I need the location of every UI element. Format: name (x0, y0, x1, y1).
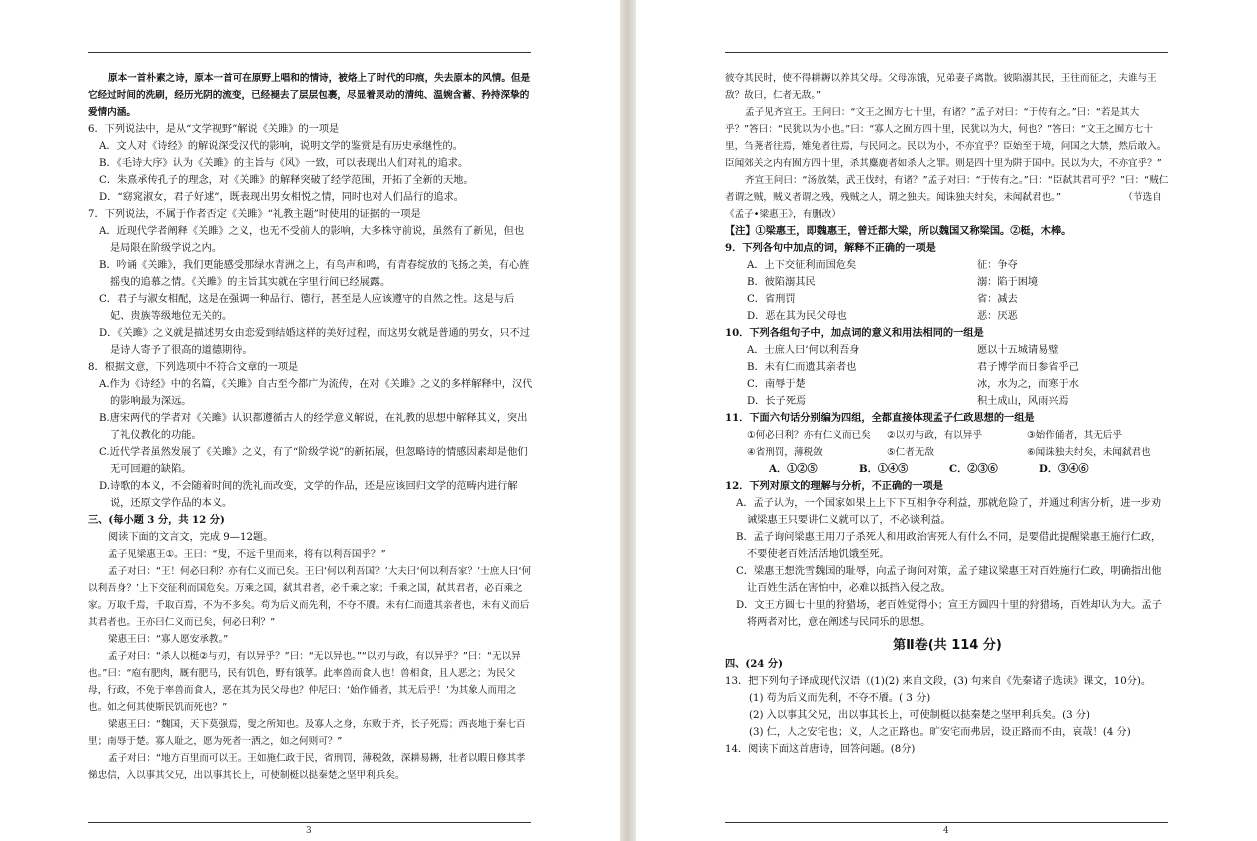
question-11-items (725, 427, 1170, 461)
text-line: B.唐宋两代的学者对《关雎》认识都遵循古人的经学意义解说，在礼教的思想中解释其义，突出了礼仪教化的功能。 (99, 413, 528, 441)
text-line: 梁惠王曰：“魏国，天下莫强焉，叟之所知也。及寡人之身，东败于齐，长子死焉；西丧地于秦七百里；南辱于楚。寡人耻之，愿为死者一洒之，如之何则可？” (88, 719, 526, 747)
text-line: C．朱熹承传孔子的理念，对《关雎》的解释突破了经学范围，开拓了全新的天地。 (99, 175, 474, 186)
item: ②以刃与政，有以异乎 (887, 430, 982, 441)
option-left: A．上下交征利而国危矣 (747, 260, 857, 271)
text-line: 三、(每小题 3 分，共 12 分) (88, 514, 225, 526)
item: ①何必曰利？亦有仁义而已矣 (747, 430, 871, 441)
option-row (725, 342, 1170, 359)
option-right: 冰，水为之，而寒于水 (977, 379, 1079, 390)
text-line: 齐宣王问曰：“汤放桀，武王伐纣，有诸？”孟子对曰：“于传有之。”曰：“臣弑其君可乎？”曰：“贼仁者谓之贼，贼义者谓之残，残贼之人，谓之独夫。闻诛独夫纣矣，未闻弑君也。” （节选自《孟子•梁惠王》，有删改） (725, 175, 1169, 220)
page-3 (0, 0, 620, 841)
text-line: D．“窈窕淑女，君子好逑”，既表现出男女相悦之情，同时也对人们品行的追求。 (99, 192, 464, 203)
text-line: D.诗歌的本义，不会随着时间的洗礼而改变，文学的作品，还是应该回归文学的范畴内进行解说，还原文学作品的本义。 (99, 481, 518, 509)
option-right: 愿以十五城请易璧 (977, 345, 1059, 356)
option-left: A．士庶人曰‘何以利吾身 (747, 345, 860, 356)
choice: B．①④⑤ (859, 463, 909, 475)
text-line: 彼夺其民时，使不得耕耨以养其父母。父母冻饿，兄弟妻子离散。彼陷溺其民，王往而征之，夫谁与王敌？故曰，仁者无敌。” (725, 73, 1157, 101)
text-line: 【注】①梁惠王，即魏惠王，曾迁都大梁，所以魏国又称梁国。②梃，木棒。 (725, 225, 1072, 237)
option-right: 积土成山，风雨兴焉 (977, 396, 1069, 407)
page-number: 3 (306, 826, 312, 836)
right-page-text (725, 70, 1170, 758)
option-left: D．长子死焉 (747, 396, 807, 407)
sentence-item: (1) 苟为后义而先利，不夺不餍。( 3 分) (749, 693, 931, 704)
option-row (725, 291, 1170, 308)
choice: A．①②⑤ (769, 463, 818, 475)
option-right: 恶：厌恶 (977, 311, 1018, 322)
option: D．文王方圆七十里的狩猎场，老百姓觉得小；宣王方圆四十里的狩猎场，百姓却认为大。孟子将两者对比，意在阐述与民同乐的思想。 (736, 600, 1162, 628)
text-line: 原本一首朴素之诗，原本一首可在原野上唱和的情诗，被烙上了时代的印痕，失去原本的风情。但是它经过时间的洗刷，经历光阴的流变，已经褪去了层层包裹，尽显着灵动的清纯、温婉含蓄、矜持深挚的爱情内涵。 (88, 73, 531, 118)
question-10-options (725, 342, 1170, 410)
text-line: D．《关雎》之义就是描述男女由恋爱到结婚这样的美好过程，而这男女就是普通的男女，只不过是诗人寄予了很高的道德期待。 (99, 328, 530, 356)
option-right: 省：减去 (977, 294, 1018, 305)
question-13-title: 13．把下列句子译成现代汉语（(1)(2) 来自文段，(3) 句来自《先秦诸子选读》课文，10分)。 (725, 676, 1152, 687)
top-rule (88, 52, 531, 53)
top-rule (725, 52, 1168, 53)
text-line: 孟子见梁惠王①。王曰：“叟，不远千里而来，将有以利吾国乎？” (108, 549, 386, 560)
text-line: 孟子对曰：“杀人以梃②与刃，有以异乎？”曰：“无以异也。”“以刃与政，有以异乎？”曰：“无以异也。”曰：“庖有肥肉，厩有肥马，民有饥色，野有饿莩。此率兽而食人也！兽相食，且人恶之；为民父母，行政，不免于率兽而食人，恶在其为民父母也？仲尼曰：‘始作俑者，其无后乎！’为其象人而用之也。如之何其使斯民饥而死也？” (88, 651, 521, 713)
option-row (725, 376, 1170, 393)
question-14-title: 14．阅读下面这首唐诗，回答问题。(8分) (725, 744, 916, 755)
sentence-item: (2) 入以事其父兄，出以事其长上，可使制梃以挞秦楚之坚甲利兵矣。(3 分) (749, 710, 1090, 721)
option: A．孟子认为，一个国家如果上上下下互相争夺利益，那就危险了，并通过利害分析，进一步劝诫梁惠王只要讲仁义就可以了，不必谈利益。 (736, 498, 1162, 526)
text-line: 孟子见齐宣王。王问曰：“文王之囿方七十里，有诸？”孟子对曰：“于传有之。”曰：“若是其大乎？”答曰：“民犹以为小也。”曰：“寡人之囿方四十里，民犹以为大，何也？”答曰：“文王之囿方七十里，刍荛者往焉，雉兔者往焉，与民同之。民以为小，不亦宜乎？臣始至于境，问国之大禁，然后敢入。臣闻郊关之内有囿方四十里，杀其麋鹿者如杀人之罪。则是四十里为阱于国中。民以为大，不亦宜乎？” (725, 107, 1167, 169)
text-line: 孟子对曰：“王！何必曰利？亦有仁义而已矣。王曰‘何以利吾国？’大夫曰‘何以利吾家？’士庶人曰‘何以利吾身？’上下交征利而国危矣。万乘之国，弑其君者，必千乘之家；千乘之国，弑其君者，必百乘之家。万取千焉，千取百焉，不为不多矣。苟为后义而先利，不夺不餍。未有仁而遗其亲者也，未有义而后其君者也。王亦曰仁义而已矣，何必曰利？” (88, 566, 532, 628)
question-11-choices (725, 461, 1170, 478)
text-line: A．近现代学者阐释《关雎》之义，也无不受前人的影响，大多株守前说，虽然有了新见，但也是局限在阶级学说之内。 (99, 226, 525, 254)
left-page-text (88, 70, 533, 784)
item: ⑥闻诛独夫纣矣，未闻弑君也 (1027, 447, 1151, 458)
option-row (725, 359, 1170, 376)
book-gutter (620, 0, 636, 841)
section-4-heading: 四、(24 分) (725, 658, 783, 670)
choice: D．③④⑥ (1039, 463, 1089, 475)
question-9-options (725, 257, 1170, 325)
option-left: D．恶在其为民父母也 (747, 311, 847, 322)
page-number: 4 (943, 826, 949, 836)
item-row (725, 427, 1170, 444)
option-right: 君子博学而日参省乎己 (977, 362, 1079, 373)
passage-continuation (725, 70, 1170, 257)
option-left: C．省刑罚 (747, 294, 796, 305)
bottom-rule (88, 822, 531, 823)
option-row (725, 257, 1170, 274)
item: ③始作俑者，其无后乎 (1027, 430, 1122, 441)
question-10-title: 10．下列各组句子中，加点词的意义和用法相同的一组是 (725, 327, 984, 339)
text-line: C．君子与淑女相配，这是在强调一种品行、德行，甚至是人应该遵守的自然之性。这是与后妃、贵族等级地位无关的。 (99, 294, 515, 322)
text-line: A．文人对《诗经》的解说深受汉代的影响，说明文学的鉴赏是有历史承继性的。 (99, 141, 463, 152)
bottom-rule (725, 822, 1168, 823)
item: ⑤仁者无敌 (887, 447, 934, 458)
option: C．梁惠王想洗雪魏国的耻辱，向孟子询问对策，孟子建议梁惠王对百姓施行仁政，明确指出他让百姓生活在害怕中，必难以抵挡入侵之敌。 (736, 566, 1162, 594)
option-left: B．彼陷溺其民 (747, 277, 816, 288)
option: B．孟子询问梁惠王用刀子杀死人和用政治害死人有什么不同，是要借此提醒梁惠王施行仁政，不要使老百姓活活地饥饿至死。 (736, 532, 1162, 560)
option-row (725, 308, 1170, 325)
question-12-options (725, 495, 1170, 631)
question-11-title: 11．下面六句话分别编为四组，全都直接体现孟子仁政思想的一组是 (725, 412, 1035, 424)
option-left: C．南辱于楚 (747, 379, 806, 390)
question-13-items (725, 690, 1170, 741)
item: ④省刑罚，薄税敛 (747, 447, 823, 458)
text-line: 7．下列说法，不属于作者否定《关雎》“礼教主题”时使用的证据的一项是 (88, 209, 421, 220)
page-4 (636, 0, 1257, 841)
text-line: 8．根据文意，下列选项中不符合文章的一项是 (88, 362, 299, 373)
text-line: 孟子对曰：“地方百里而可以王。王如施仁政于民，省刑罚，薄税敛，深耕易耨，壮者以暇日修其孝悌忠信，入以事其父兄，出以事其长上，可使制梃以挞秦楚之坚甲利兵矣。 (88, 753, 526, 781)
option-left: B．未有仁而遗其亲者也 (747, 362, 857, 373)
choice: C．②③⑥ (949, 463, 998, 475)
item-row (725, 444, 1170, 461)
text-line: 9．下列各句中加点的词，解释不正确的一项是 (725, 242, 936, 254)
option-row (725, 274, 1170, 291)
option-right: 征：争夺 (977, 260, 1018, 271)
text-line: 梁惠王曰：“寡人愿安承教。” (108, 634, 229, 645)
text-line: B．《毛诗大序》认为《关雎》的主旨与《风》一致，可以表现出人们对礼的追求。 (99, 158, 469, 169)
text-line: A.作为《诗经》中的名篇，《关雎》自古至今都广为流传，在对《关雎》之义的多样解释中，汉代的影响最为深远。 (99, 379, 533, 407)
section-title: 第Ⅱ卷(共 114 分) (893, 638, 1002, 653)
text-line: C.近代学者虽然发展了《关雎》之义，有了“阶级学说”的新拓展，但忽略诗的情感因素却是他们无可回避的缺陷。 (99, 447, 528, 475)
option-right: 溺：陷于困境 (977, 277, 1039, 288)
sentence-item: (3) 仁，人之安宅也；义，人之正路也。旷安宅而弗居，设正路而不由，哀哉！(4 分) (749, 727, 1131, 738)
option-row (725, 393, 1170, 410)
text-line: 6．下列说法中，是从“文学视野”解说《关雎》的一项是 (88, 124, 340, 135)
text-line: 阅读下面的文言文，完成 9—12题。 (108, 532, 274, 543)
text-line: B．吟诵《关雎》，我们更能感受那绿水青洲之上，有鸟声和鸣，有青春绽放的飞扬之美，有心旌摇曳的追慕之情。《关雎》的主旨其实就在字里行间已经展露。 (99, 260, 530, 288)
question-12-title: 12．下列对原文的理解与分析，不正确的一项是 (725, 480, 943, 492)
